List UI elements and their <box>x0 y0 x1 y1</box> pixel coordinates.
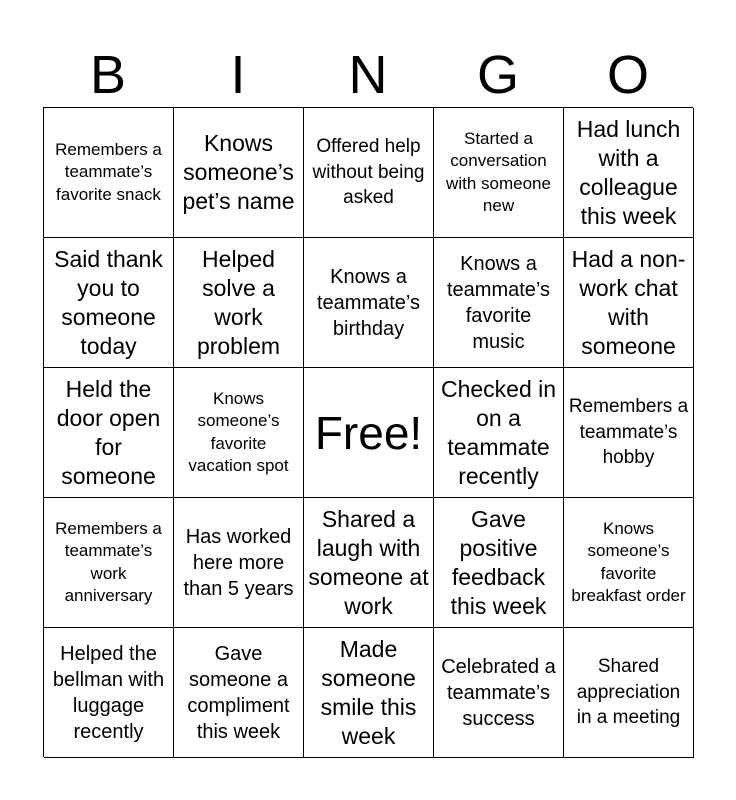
bingo-cell-text: Remembers a teammate’s work anniversary <box>55 518 162 605</box>
bingo-cell <box>434 498 564 628</box>
bingo-cell <box>304 238 434 368</box>
bingo-cell-text: Remembers a teammate’s hobby <box>568 396 689 469</box>
bingo-cell-text: Has worked here more than 5 years <box>183 525 294 600</box>
bingo-cell-text: Gave positive feedback this week <box>450 505 547 619</box>
header-letter-i: I <box>230 45 246 105</box>
bingo-cell-text: Gave someone a compliment this week <box>187 642 290 743</box>
bingo-cell-text: Shared a laugh with someone at work <box>308 505 429 619</box>
bingo-cell <box>564 238 694 368</box>
bingo-cell <box>564 368 694 498</box>
bingo-cell-text: Shared appreciation in a meeting <box>576 656 681 729</box>
bingo-cell-text: Started a conversation with someone new <box>446 128 551 215</box>
bingo-cell-text: Had lunch with a colleague this week <box>576 115 681 229</box>
bingo-cell-text: Knows a teammate’s birthday <box>316 265 420 340</box>
bingo-cell-text: Had a non-work chat with someone <box>571 245 686 359</box>
bingo-cell <box>174 368 304 498</box>
bingo-cell-text: Knows a teammate’s favorite music <box>446 252 550 353</box>
bingo-cell-text: Remembers a teammate’s favorite snack <box>55 139 162 204</box>
header-letter-g: G <box>476 45 519 105</box>
bingo-cell <box>44 498 174 628</box>
bingo-cell <box>44 108 174 238</box>
bingo-cell <box>304 108 434 238</box>
bingo-cell <box>174 108 304 238</box>
bingo-cell-text: Knows someone’s favorite vacation spot <box>188 388 289 475</box>
free-cell <box>304 368 434 498</box>
bingo-cell <box>304 628 434 758</box>
bingo-card-grid <box>43 107 693 757</box>
bingo-cell <box>44 628 174 758</box>
bingo-cell <box>174 498 304 628</box>
bingo-cell-text: Held the door open for someone <box>56 375 161 489</box>
bingo-cell <box>44 238 174 368</box>
bingo-cell <box>434 368 564 498</box>
bingo-cell <box>304 498 434 628</box>
bingo-cell <box>174 238 304 368</box>
free-cell-text: Free! <box>314 406 423 459</box>
bingo-cell <box>434 108 564 238</box>
bingo-cell <box>434 238 564 368</box>
bingo-cell-text: Checked in on a teammate recently <box>440 375 557 489</box>
bingo-cell-text: Knows someone’s favorite breakfast order <box>571 518 686 605</box>
header-letter-n: N <box>348 45 388 105</box>
bingo-cell <box>564 628 694 758</box>
bingo-cell <box>564 108 694 238</box>
header-letter-o: O <box>606 45 649 105</box>
bingo-cell <box>44 368 174 498</box>
bingo-cell-text: Helped solve a work problem <box>196 245 281 359</box>
bingo-cell-text: Knows someone’s pet’s name <box>182 130 295 214</box>
bingo-cell-text: Celebrated a teammate’s success <box>441 655 556 730</box>
header-letter-b: B <box>89 45 127 105</box>
bingo-cell-text: Helped the bellman with luggage recently <box>52 642 165 743</box>
bingo-cell-text: Made someone smile this week <box>320 635 417 749</box>
bingo-cell-text: Said thank you to someone today <box>54 245 163 359</box>
bingo-cell <box>174 628 304 758</box>
bingo-cell-text: Offered help without being asked <box>312 136 425 209</box>
bingo-cell <box>434 628 564 758</box>
bingo-header <box>43 44 693 106</box>
bingo-cell <box>564 498 694 628</box>
